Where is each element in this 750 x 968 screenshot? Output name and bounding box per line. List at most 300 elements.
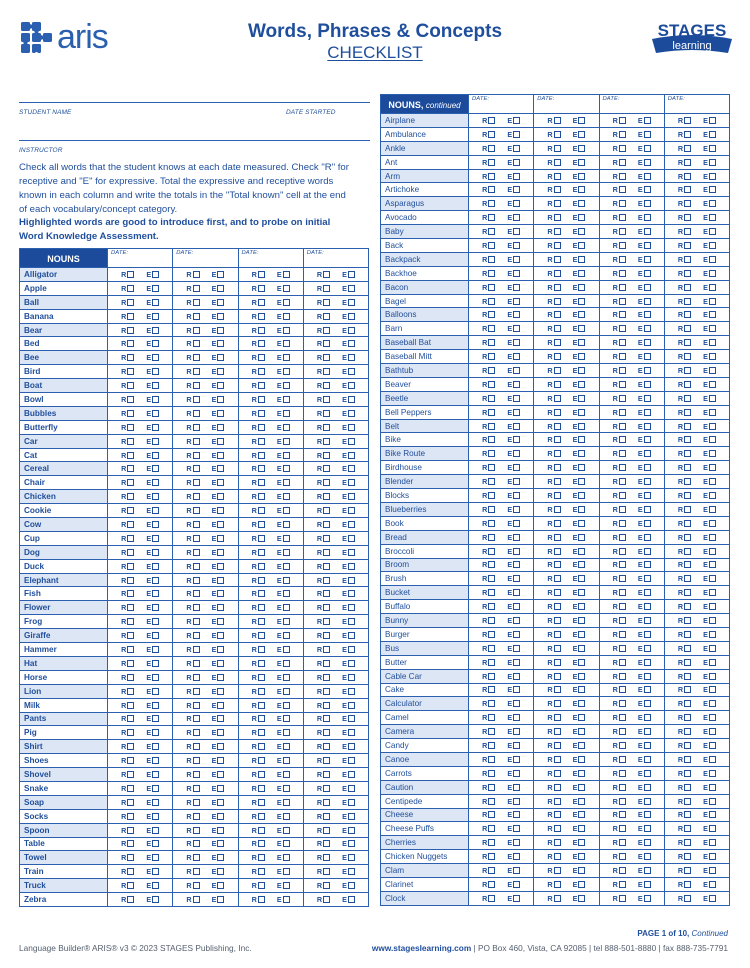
receptive-checkbox[interactable]	[619, 770, 626, 777]
expressive-checkbox[interactable]	[578, 617, 585, 624]
receptive-checkbox[interactable]	[193, 854, 200, 861]
receptive-checkbox[interactable]	[684, 436, 691, 443]
receptive-checkbox[interactable]	[488, 673, 495, 680]
receptive-checkbox[interactable]	[554, 825, 561, 832]
expressive-checkbox[interactable]	[283, 618, 290, 625]
receptive-checkbox[interactable]	[488, 256, 495, 263]
expressive-checkbox[interactable]	[217, 465, 224, 472]
receptive-checkbox[interactable]	[684, 353, 691, 360]
receptive-checkbox[interactable]	[554, 284, 561, 291]
date-column-header[interactable]: DATE:	[108, 249, 173, 268]
receptive-checkbox[interactable]	[554, 478, 561, 485]
receptive-checkbox[interactable]	[193, 743, 200, 750]
receptive-checkbox[interactable]	[127, 604, 134, 611]
expressive-checkbox[interactable]	[709, 256, 716, 263]
receptive-checkbox[interactable]	[488, 131, 495, 138]
expressive-checkbox[interactable]	[217, 521, 224, 528]
receptive-checkbox[interactable]	[323, 660, 330, 667]
expressive-checkbox[interactable]	[709, 353, 716, 360]
receptive-checkbox[interactable]	[193, 493, 200, 500]
receptive-checkbox[interactable]	[619, 575, 626, 582]
expressive-checkbox[interactable]	[709, 561, 716, 568]
expressive-checkbox[interactable]	[513, 478, 520, 485]
receptive-checkbox[interactable]	[323, 688, 330, 695]
expressive-checkbox[interactable]	[578, 214, 585, 221]
receptive-checkbox[interactable]	[488, 450, 495, 457]
receptive-checkbox[interactable]	[619, 520, 626, 527]
expressive-checkbox[interactable]	[217, 729, 224, 736]
expressive-checkbox[interactable]	[513, 173, 520, 180]
expressive-checkbox[interactable]	[578, 145, 585, 152]
expressive-checkbox[interactable]	[152, 479, 159, 486]
expressive-checkbox[interactable]	[578, 353, 585, 360]
receptive-checkbox[interactable]	[258, 604, 265, 611]
receptive-checkbox[interactable]	[619, 353, 626, 360]
receptive-checkbox[interactable]	[258, 424, 265, 431]
expressive-checkbox[interactable]	[152, 299, 159, 306]
expressive-checkbox[interactable]	[217, 715, 224, 722]
receptive-checkbox[interactable]	[127, 882, 134, 889]
receptive-checkbox[interactable]	[488, 117, 495, 124]
expressive-checkbox[interactable]	[709, 367, 716, 374]
expressive-checkbox[interactable]	[578, 159, 585, 166]
receptive-checkbox[interactable]	[258, 368, 265, 375]
expressive-checkbox[interactable]	[283, 799, 290, 806]
expressive-checkbox[interactable]	[283, 465, 290, 472]
expressive-checkbox[interactable]	[644, 506, 651, 513]
expressive-checkbox[interactable]	[283, 702, 290, 709]
expressive-checkbox[interactable]	[152, 549, 159, 556]
expressive-checkbox[interactable]	[709, 395, 716, 402]
expressive-checkbox[interactable]	[578, 339, 585, 346]
expressive-checkbox[interactable]	[152, 799, 159, 806]
expressive-checkbox[interactable]	[709, 492, 716, 499]
receptive-checkbox[interactable]	[323, 618, 330, 625]
receptive-checkbox[interactable]	[258, 868, 265, 875]
expressive-checkbox[interactable]	[709, 131, 716, 138]
receptive-checkbox[interactable]	[193, 896, 200, 903]
expressive-checkbox[interactable]	[709, 867, 716, 874]
receptive-checkbox[interactable]	[258, 340, 265, 347]
expressive-checkbox[interactable]	[152, 340, 159, 347]
expressive-checkbox[interactable]	[578, 659, 585, 666]
receptive-checkbox[interactable]	[488, 548, 495, 555]
receptive-checkbox[interactable]	[193, 840, 200, 847]
expressive-checkbox[interactable]	[152, 729, 159, 736]
expressive-checkbox[interactable]	[152, 632, 159, 639]
expressive-checkbox[interactable]	[578, 603, 585, 610]
expressive-checkbox[interactable]	[283, 563, 290, 570]
receptive-checkbox[interactable]	[684, 131, 691, 138]
expressive-checkbox[interactable]	[283, 438, 290, 445]
instructor-line[interactable]	[19, 140, 370, 141]
expressive-checkbox[interactable]	[709, 686, 716, 693]
expressive-checkbox[interactable]	[578, 548, 585, 555]
expressive-checkbox[interactable]	[709, 478, 716, 485]
expressive-checkbox[interactable]	[348, 382, 355, 389]
expressive-checkbox[interactable]	[578, 770, 585, 777]
receptive-checkbox[interactable]	[684, 381, 691, 388]
receptive-checkbox[interactable]	[193, 882, 200, 889]
expressive-checkbox[interactable]	[283, 688, 290, 695]
receptive-checkbox[interactable]	[193, 660, 200, 667]
receptive-checkbox[interactable]	[684, 673, 691, 680]
receptive-checkbox[interactable]	[323, 646, 330, 653]
expressive-checkbox[interactable]	[644, 548, 651, 555]
receptive-checkbox[interactable]	[488, 714, 495, 721]
receptive-checkbox[interactable]	[258, 535, 265, 542]
expressive-checkbox[interactable]	[709, 742, 716, 749]
receptive-checkbox[interactable]	[258, 521, 265, 528]
receptive-checkbox[interactable]	[193, 410, 200, 417]
receptive-checkbox[interactable]	[488, 853, 495, 860]
expressive-checkbox[interactable]	[578, 631, 585, 638]
expressive-checkbox[interactable]	[513, 700, 520, 707]
expressive-checkbox[interactable]	[152, 327, 159, 334]
expressive-checkbox[interactable]	[152, 424, 159, 431]
expressive-checkbox[interactable]	[644, 311, 651, 318]
expressive-checkbox[interactable]	[513, 464, 520, 471]
expressive-checkbox[interactable]	[644, 298, 651, 305]
receptive-checkbox[interactable]	[193, 757, 200, 764]
expressive-checkbox[interactable]	[217, 535, 224, 542]
receptive-checkbox[interactable]	[258, 827, 265, 834]
expressive-checkbox[interactable]	[217, 438, 224, 445]
expressive-checkbox[interactable]	[644, 186, 651, 193]
expressive-checkbox[interactable]	[644, 756, 651, 763]
receptive-checkbox[interactable]	[258, 590, 265, 597]
expressive-checkbox[interactable]	[283, 313, 290, 320]
expressive-checkbox[interactable]	[217, 660, 224, 667]
receptive-checkbox[interactable]	[193, 340, 200, 347]
expressive-checkbox[interactable]	[152, 563, 159, 570]
receptive-checkbox[interactable]	[619, 325, 626, 332]
receptive-checkbox[interactable]	[193, 368, 200, 375]
expressive-checkbox[interactable]	[709, 811, 716, 818]
expressive-checkbox[interactable]	[578, 367, 585, 374]
expressive-checkbox[interactable]	[578, 867, 585, 874]
expressive-checkbox[interactable]	[348, 868, 355, 875]
receptive-checkbox[interactable]	[488, 839, 495, 846]
expressive-checkbox[interactable]	[644, 561, 651, 568]
receptive-checkbox[interactable]	[127, 563, 134, 570]
receptive-checkbox[interactable]	[488, 381, 495, 388]
receptive-checkbox[interactable]	[684, 617, 691, 624]
expressive-checkbox[interactable]	[283, 577, 290, 584]
receptive-checkbox[interactable]	[554, 617, 561, 624]
expressive-checkbox[interactable]	[152, 688, 159, 695]
receptive-checkbox[interactable]	[488, 575, 495, 582]
expressive-checkbox[interactable]	[217, 590, 224, 597]
expressive-checkbox[interactable]	[152, 813, 159, 820]
expressive-checkbox[interactable]	[348, 757, 355, 764]
receptive-checkbox[interactable]	[488, 659, 495, 666]
expressive-checkbox[interactable]	[709, 298, 716, 305]
receptive-checkbox[interactable]	[684, 200, 691, 207]
expressive-checkbox[interactable]	[348, 688, 355, 695]
receptive-checkbox[interactable]	[323, 340, 330, 347]
expressive-checkbox[interactable]	[578, 686, 585, 693]
expressive-checkbox[interactable]	[348, 702, 355, 709]
receptive-checkbox[interactable]	[127, 674, 134, 681]
expressive-checkbox[interactable]	[348, 660, 355, 667]
receptive-checkbox[interactable]	[323, 313, 330, 320]
receptive-checkbox[interactable]	[323, 799, 330, 806]
receptive-checkbox[interactable]	[323, 743, 330, 750]
receptive-checkbox[interactable]	[488, 561, 495, 568]
expressive-checkbox[interactable]	[348, 285, 355, 292]
receptive-checkbox[interactable]	[488, 895, 495, 902]
expressive-checkbox[interactable]	[578, 311, 585, 318]
expressive-checkbox[interactable]	[283, 507, 290, 514]
expressive-checkbox[interactable]	[578, 589, 585, 596]
receptive-checkbox[interactable]	[193, 674, 200, 681]
receptive-checkbox[interactable]	[619, 561, 626, 568]
receptive-checkbox[interactable]	[488, 228, 495, 235]
expressive-checkbox[interactable]	[348, 479, 355, 486]
receptive-checkbox[interactable]	[127, 479, 134, 486]
expressive-checkbox[interactable]	[644, 367, 651, 374]
receptive-checkbox[interactable]	[193, 729, 200, 736]
receptive-checkbox[interactable]	[684, 548, 691, 555]
expressive-checkbox[interactable]	[644, 534, 651, 541]
receptive-checkbox[interactable]	[258, 688, 265, 695]
receptive-checkbox[interactable]	[258, 479, 265, 486]
receptive-checkbox[interactable]	[619, 409, 626, 416]
expressive-checkbox[interactable]	[709, 673, 716, 680]
expressive-checkbox[interactable]	[644, 381, 651, 388]
expressive-checkbox[interactable]	[578, 534, 585, 541]
receptive-checkbox[interactable]	[323, 410, 330, 417]
expressive-checkbox[interactable]	[513, 117, 520, 124]
receptive-checkbox[interactable]	[619, 673, 626, 680]
receptive-checkbox[interactable]	[127, 660, 134, 667]
expressive-checkbox[interactable]	[578, 450, 585, 457]
receptive-checkbox[interactable]	[258, 771, 265, 778]
expressive-checkbox[interactable]	[348, 785, 355, 792]
receptive-checkbox[interactable]	[193, 521, 200, 528]
expressive-checkbox[interactable]	[578, 506, 585, 513]
receptive-checkbox[interactable]	[619, 145, 626, 152]
expressive-checkbox[interactable]	[513, 825, 520, 832]
receptive-checkbox[interactable]	[488, 436, 495, 443]
receptive-checkbox[interactable]	[323, 465, 330, 472]
expressive-checkbox[interactable]	[348, 313, 355, 320]
expressive-checkbox[interactable]	[348, 493, 355, 500]
receptive-checkbox[interactable]	[554, 186, 561, 193]
receptive-checkbox[interactable]	[258, 840, 265, 847]
receptive-checkbox[interactable]	[684, 686, 691, 693]
receptive-checkbox[interactable]	[323, 729, 330, 736]
receptive-checkbox[interactable]	[323, 840, 330, 847]
expressive-checkbox[interactable]	[644, 770, 651, 777]
receptive-checkbox[interactable]	[127, 813, 134, 820]
expressive-checkbox[interactable]	[348, 465, 355, 472]
expressive-checkbox[interactable]	[578, 409, 585, 416]
receptive-checkbox[interactable]	[323, 382, 330, 389]
receptive-checkbox[interactable]	[258, 660, 265, 667]
receptive-checkbox[interactable]	[554, 409, 561, 416]
expressive-checkbox[interactable]	[348, 715, 355, 722]
expressive-checkbox[interactable]	[283, 827, 290, 834]
receptive-checkbox[interactable]	[554, 603, 561, 610]
receptive-checkbox[interactable]	[258, 452, 265, 459]
expressive-checkbox[interactable]	[283, 271, 290, 278]
expressive-checkbox[interactable]	[513, 214, 520, 221]
expressive-checkbox[interactable]	[152, 827, 159, 834]
receptive-checkbox[interactable]	[193, 785, 200, 792]
expressive-checkbox[interactable]	[513, 811, 520, 818]
expressive-checkbox[interactable]	[513, 367, 520, 374]
receptive-checkbox[interactable]	[619, 798, 626, 805]
receptive-checkbox[interactable]	[323, 493, 330, 500]
receptive-checkbox[interactable]	[619, 423, 626, 430]
receptive-checkbox[interactable]	[127, 632, 134, 639]
receptive-checkbox[interactable]	[684, 478, 691, 485]
expressive-checkbox[interactable]	[513, 325, 520, 332]
receptive-checkbox[interactable]	[193, 396, 200, 403]
receptive-checkbox[interactable]	[193, 827, 200, 834]
expressive-checkbox[interactable]	[348, 438, 355, 445]
expressive-checkbox[interactable]	[644, 131, 651, 138]
expressive-checkbox[interactable]	[644, 159, 651, 166]
expressive-checkbox[interactable]	[217, 618, 224, 625]
expressive-checkbox[interactable]	[152, 465, 159, 472]
receptive-checkbox[interactable]	[554, 561, 561, 568]
expressive-checkbox[interactable]	[283, 757, 290, 764]
receptive-checkbox[interactable]	[684, 895, 691, 902]
receptive-checkbox[interactable]	[323, 396, 330, 403]
receptive-checkbox[interactable]	[323, 702, 330, 709]
expressive-checkbox[interactable]	[283, 327, 290, 334]
expressive-checkbox[interactable]	[709, 784, 716, 791]
expressive-checkbox[interactable]	[578, 325, 585, 332]
receptive-checkbox[interactable]	[127, 702, 134, 709]
receptive-checkbox[interactable]	[258, 743, 265, 750]
receptive-checkbox[interactable]	[323, 452, 330, 459]
receptive-checkbox[interactable]	[258, 729, 265, 736]
expressive-checkbox[interactable]	[644, 728, 651, 735]
expressive-checkbox[interactable]	[644, 631, 651, 638]
receptive-checkbox[interactable]	[193, 604, 200, 611]
receptive-checkbox[interactable]	[554, 811, 561, 818]
expressive-checkbox[interactable]	[578, 423, 585, 430]
receptive-checkbox[interactable]	[619, 450, 626, 457]
receptive-checkbox[interactable]	[488, 242, 495, 249]
receptive-checkbox[interactable]	[258, 785, 265, 792]
receptive-checkbox[interactable]	[554, 256, 561, 263]
receptive-checkbox[interactable]	[193, 771, 200, 778]
expressive-checkbox[interactable]	[644, 673, 651, 680]
expressive-checkbox[interactable]	[283, 632, 290, 639]
receptive-checkbox[interactable]	[127, 827, 134, 834]
expressive-checkbox[interactable]	[283, 354, 290, 361]
expressive-checkbox[interactable]	[709, 506, 716, 513]
receptive-checkbox[interactable]	[127, 396, 134, 403]
receptive-checkbox[interactable]	[127, 354, 134, 361]
expressive-checkbox[interactable]	[578, 131, 585, 138]
receptive-checkbox[interactable]	[488, 159, 495, 166]
expressive-checkbox[interactable]	[513, 520, 520, 527]
receptive-checkbox[interactable]	[258, 396, 265, 403]
expressive-checkbox[interactable]	[709, 159, 716, 166]
expressive-checkbox[interactable]	[513, 617, 520, 624]
expressive-checkbox[interactable]	[348, 271, 355, 278]
expressive-checkbox[interactable]	[152, 285, 159, 292]
receptive-checkbox[interactable]	[619, 728, 626, 735]
receptive-checkbox[interactable]	[554, 436, 561, 443]
expressive-checkbox[interactable]	[283, 729, 290, 736]
expressive-checkbox[interactable]	[152, 757, 159, 764]
expressive-checkbox[interactable]	[217, 785, 224, 792]
expressive-checkbox[interactable]	[644, 145, 651, 152]
receptive-checkbox[interactable]	[619, 825, 626, 832]
expressive-checkbox[interactable]	[513, 506, 520, 513]
receptive-checkbox[interactable]	[684, 770, 691, 777]
expressive-checkbox[interactable]	[709, 145, 716, 152]
expressive-checkbox[interactable]	[152, 368, 159, 375]
receptive-checkbox[interactable]	[554, 173, 561, 180]
expressive-checkbox[interactable]	[644, 686, 651, 693]
expressive-checkbox[interactable]	[513, 200, 520, 207]
receptive-checkbox[interactable]	[258, 896, 265, 903]
receptive-checkbox[interactable]	[554, 423, 561, 430]
receptive-checkbox[interactable]	[488, 742, 495, 749]
expressive-checkbox[interactable]	[152, 785, 159, 792]
expressive-checkbox[interactable]	[513, 714, 520, 721]
receptive-checkbox[interactable]	[619, 659, 626, 666]
receptive-checkbox[interactable]	[323, 757, 330, 764]
expressive-checkbox[interactable]	[217, 313, 224, 320]
expressive-checkbox[interactable]	[348, 452, 355, 459]
receptive-checkbox[interactable]	[684, 575, 691, 582]
receptive-checkbox[interactable]	[684, 645, 691, 652]
receptive-checkbox[interactable]	[323, 813, 330, 820]
expressive-checkbox[interactable]	[217, 410, 224, 417]
receptive-checkbox[interactable]	[193, 299, 200, 306]
receptive-checkbox[interactable]	[488, 145, 495, 152]
expressive-checkbox[interactable]	[513, 575, 520, 582]
date-column-header[interactable]: DATE:	[238, 249, 303, 268]
receptive-checkbox[interactable]	[554, 131, 561, 138]
expressive-checkbox[interactable]	[152, 618, 159, 625]
expressive-checkbox[interactable]	[152, 660, 159, 667]
expressive-checkbox[interactable]	[513, 561, 520, 568]
date-column-header[interactable]: DATE:	[664, 95, 729, 114]
expressive-checkbox[interactable]	[709, 325, 716, 332]
expressive-checkbox[interactable]	[152, 646, 159, 653]
receptive-checkbox[interactable]	[554, 367, 561, 374]
receptive-checkbox[interactable]	[193, 799, 200, 806]
receptive-checkbox[interactable]	[127, 410, 134, 417]
receptive-checkbox[interactable]	[554, 298, 561, 305]
expressive-checkbox[interactable]	[644, 659, 651, 666]
receptive-checkbox[interactable]	[127, 327, 134, 334]
website-link[interactable]: www.stageslearning.com	[371, 943, 472, 953]
receptive-checkbox[interactable]	[488, 464, 495, 471]
receptive-checkbox[interactable]	[684, 270, 691, 277]
receptive-checkbox[interactable]	[684, 242, 691, 249]
expressive-checkbox[interactable]	[348, 327, 355, 334]
receptive-checkbox[interactable]	[127, 465, 134, 472]
expressive-checkbox[interactable]	[348, 354, 355, 361]
receptive-checkbox[interactable]	[684, 339, 691, 346]
expressive-checkbox[interactable]	[578, 673, 585, 680]
receptive-checkbox[interactable]	[684, 784, 691, 791]
receptive-checkbox[interactable]	[684, 520, 691, 527]
expressive-checkbox[interactable]	[217, 688, 224, 695]
expressive-checkbox[interactable]	[709, 173, 716, 180]
